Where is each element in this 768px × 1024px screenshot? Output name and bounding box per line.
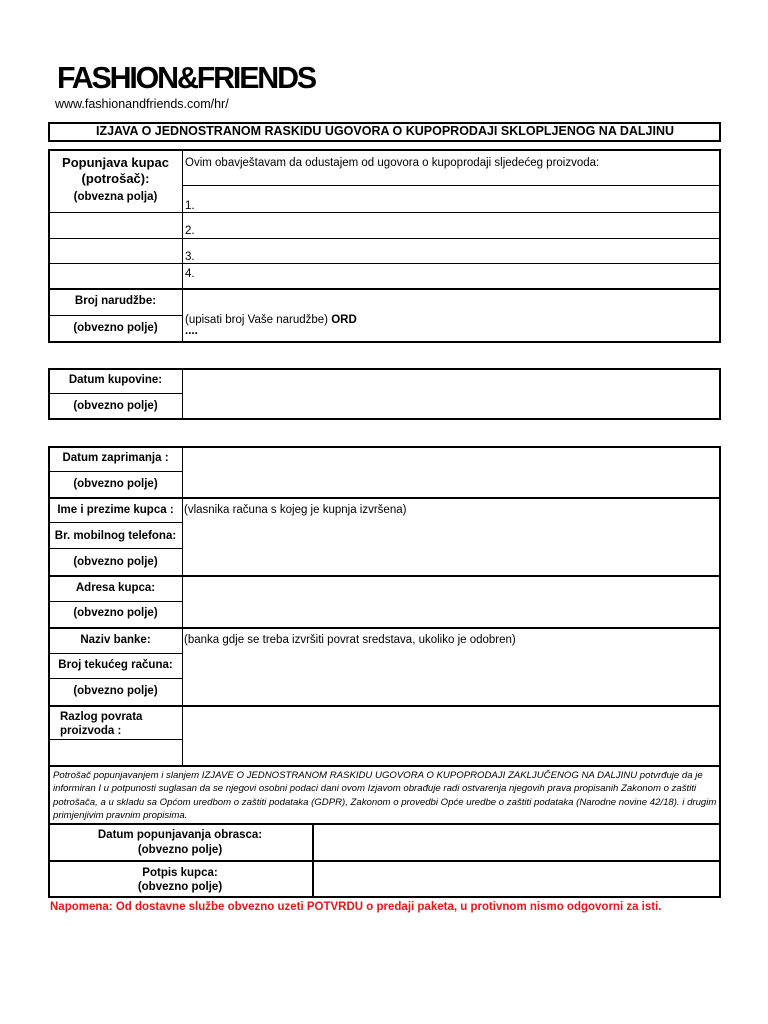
bank-name-hint[interactable]: (banka gdje se treba izvršiti povrat sredstava, ukoliko je odobren)	[184, 634, 516, 646]
order-number-field[interactable]	[185, 313, 357, 327]
product-item-4[interactable]: 4.	[185, 268, 195, 280]
website-url: www.fashionandfriends.com/hr/	[55, 97, 229, 111]
brand-logo: FASHION&FRIENDS	[57, 60, 315, 95]
product-item-2[interactable]: 2.	[185, 225, 195, 237]
customer-name-hint[interactable]: (vlasnika računa s kojeg je kupnja izvršena)	[184, 504, 407, 516]
product-item-3[interactable]: 3.	[185, 251, 195, 263]
form-title: IZJAVA O JEDNOSTRANOM RASKIDU UGOVORA O KUPOPRODAJI SKLOPLJENOG NA DALJINU	[95, 124, 675, 138]
purchase-date-input[interactable]	[184, 370, 719, 418]
signature-label: Potpis kupca:	[142, 867, 218, 879]
address-label: Adresa kupca:	[75, 582, 156, 594]
return-reason-input[interactable]	[184, 708, 719, 764]
address-input[interactable]	[184, 578, 719, 626]
delivery-warning-note: Napomena: Od dostavne službe obvezno uzeti POTVRDU o predaji paketa, u protivnom nismo odgovorni za isti.	[50, 901, 662, 913]
order-required-label: (obvezno polje)	[73, 322, 158, 334]
account-number-required: (obvezno polje)	[73, 685, 158, 697]
withdrawal-statement: Ovim obavještavam da odustajem od ugovora o kupoprodaji sljedećeg proizvoda:	[185, 157, 600, 169]
product-item-1[interactable]: 1.	[185, 200, 195, 212]
required-fields-label: (obvezna polja)	[73, 191, 158, 203]
purchase-date-required: (obvezno polje)	[73, 400, 158, 412]
phone-required: (obvezno polje)	[73, 556, 158, 568]
order-hint: (upisati broj Vaše narudžbe)	[185, 314, 328, 326]
order-dots: ....	[185, 325, 198, 337]
order-prefix: ORD	[331, 314, 357, 326]
fill-date-input[interactable]	[315, 826, 719, 859]
purchase-date-label: Datum kupovine:	[68, 374, 163, 386]
fill-date-required: (obvezno polje)	[137, 844, 223, 856]
receive-date-label: Datum zaprimanja :	[62, 452, 169, 464]
order-number-label: Broj narudžbe:	[74, 295, 157, 307]
account-number-label: Broj tekućeg računa:	[58, 659, 173, 671]
address-required: (obvezno polje)	[73, 607, 158, 619]
receive-date-required: (obvezno polje)	[73, 478, 158, 490]
gdpr-consent-text: Potrošač popunjavanjem i slanjem IZJAVE O JEDNOSTRANOM RASKIDU UGOVORA O KUPOPRODAJI ZAKLJUČENOG NA DALJINU potvrđuje da je informiran I u potpunosti suglasan da se njegovi osobni podaci dani ovom Izjavom obrađuje radi ostvarenja njegovih prava propisanih Zakonom o zaštiti potrošača, a u skladu sa Općom uredbom o zaštiti podataka (GDPR), Zakonom o provedbi Opće uredbe o zaštiti podataka (Narodne novine 42/18). i drugim primjenjivim pravnim propisima.	[53, 770, 717, 821]
bank-name-label: Naziv banke:	[80, 634, 151, 646]
fill-date-label: Datum popunjavanja obrasca:	[97, 829, 263, 841]
return-reason-label: Razlog povrata proizvoda :	[60, 711, 143, 737]
customer-name-label: Ime i prezime kupca :	[57, 504, 174, 516]
signature-required: (obvezno polje)	[137, 881, 223, 893]
signature-input[interactable]	[315, 863, 719, 896]
receive-date-input[interactable]	[184, 448, 719, 496]
phone-label: Br. mobilnog telefona:	[54, 530, 177, 542]
customer-fills-label: Popunjava kupac (potrošač):	[62, 155, 169, 186]
